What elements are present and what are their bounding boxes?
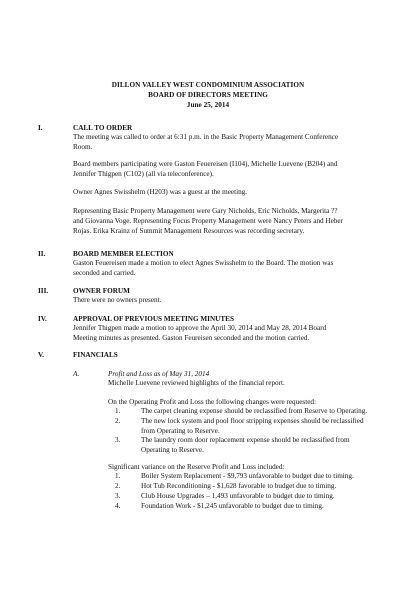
paragraph: Jennifer Thigpen made a motion to approve the April 30, 2014 and May 28, 2014 Board Meeting minutes as presented. Gaston Feureisen seconded and the motion carried. <box>73 324 327 342</box>
section-number: I. <box>38 124 43 132</box>
section-title: APPROVAL OF PREVIOUS MEETING MINUTES <box>73 315 234 323</box>
variance-intro: Significant variance on the Reserve Profit and Loss included: <box>108 463 285 471</box>
paragraph: Gaston Feuereisen made a motion to elect Agnes Swisshelm to the Board. The motion was seconded and carried. <box>73 259 334 277</box>
list-item-number: 2. <box>115 482 121 490</box>
association-title: DILLON VALLEY WEST CONDOMINIUM ASSOCIATION <box>111 81 305 89</box>
subsection-title: Profit and Loss as of May 31, 2014 <box>108 370 210 378</box>
subsection-letter: A. <box>73 370 80 378</box>
list-item-number: 3. <box>115 436 121 444</box>
meeting-title: BOARD OF DIRECTORS MEETING <box>148 91 268 99</box>
section-title: BOARD MEMBER ELECTION <box>73 250 174 258</box>
section-title: OWNER FORUM <box>73 287 130 295</box>
section-title: CALL TO ORDER <box>73 124 133 132</box>
paragraph: There were no owners present. <box>73 296 162 304</box>
section-number: III. <box>38 287 49 295</box>
list-item-number: 1. <box>115 472 121 480</box>
section-title: FINANCIALS <box>73 351 118 359</box>
list-item: Boiler System Replacement - $9,793 unfavorable to budget due to timing. <box>141 472 354 480</box>
meeting-date: June 25, 2014 <box>186 101 230 109</box>
paragraph: Owner Agnes Swisshelm (H203) was a guest at the meeting. <box>73 188 248 196</box>
section-number: V. <box>38 351 45 359</box>
changes-intro: On the Operating Profit and Loss the following changes were requested: <box>108 398 316 406</box>
list-item-number: 2. <box>115 417 121 425</box>
list-item: Foundation Work - $1,245 unfavorable to budget due to timing. <box>141 502 324 510</box>
list-item: The carpet cleaning expense should be reclassified from Reserve to Operating. <box>141 407 368 415</box>
list-item-number: 4. <box>115 502 121 510</box>
paragraph: Michelle Luevene reviewed highlights of the financial report. <box>108 379 285 387</box>
list-item: Club House Upgrades – 1,493 unfavorable to budget due to timing. <box>141 492 335 500</box>
paragraph: Board members participating were Gaston Feuereisen (I104), Michelle Luevene (B204) and Jennifer Thigpen (C102) (all via teleconference). <box>73 160 338 178</box>
list-item: The new lock system and pool floor stripping expenses should be reclassified from Operating to Reserve. <box>141 417 364 435</box>
list-item: Hot Tub Reconditioning - $1,628 favorable to budget due to timing. <box>141 482 337 490</box>
paragraph: Representing Basic Property Management were Gary Nicholds, Eric Nicholds, Margerita ?? and Giovanna Voge. Representing Focus Property Management were Nancy Peters and Heber Rojas. Erika Krainz of Summit Management Resources was recording secretary. <box>73 207 343 235</box>
paragraph: The meeting was called to order at 6:31 p.m. in the Basic Property Management Conference Room. <box>73 133 339 151</box>
list-item-number: 3. <box>115 492 121 500</box>
list-item-number: 1. <box>115 407 121 415</box>
section-number: IV. <box>38 315 47 323</box>
section-number: II. <box>38 250 46 258</box>
list-item: The laundry room door replacement expense should be reclassified from Operating to Reserve. <box>141 436 350 454</box>
